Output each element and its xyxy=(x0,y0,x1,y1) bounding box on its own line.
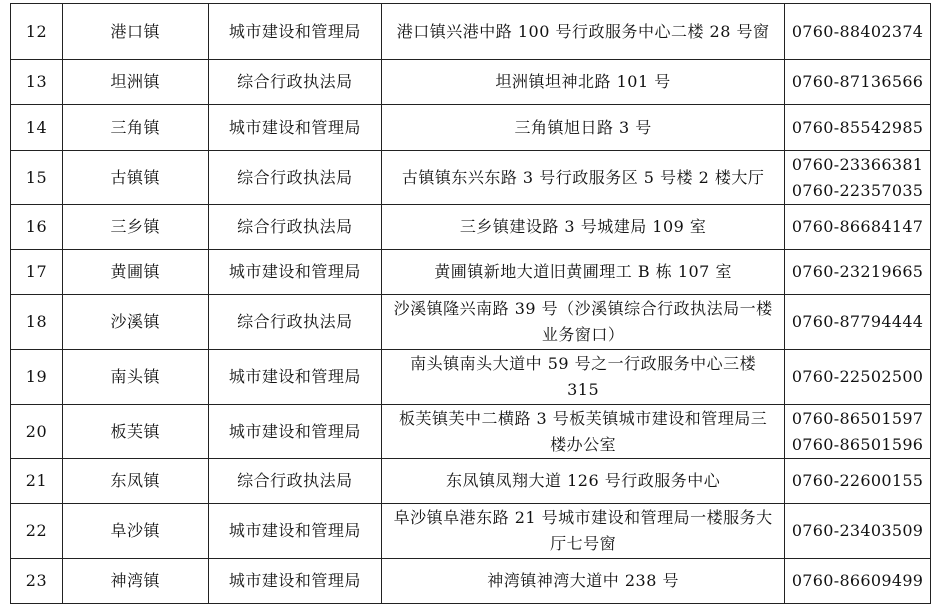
row-number: 14 xyxy=(11,105,63,151)
department-name: 城市建设和管理局 xyxy=(208,250,382,295)
address: 三乡镇建设路 3 号城建局 109 室 xyxy=(382,205,785,250)
phone-number: 0760-22600155 xyxy=(791,471,924,490)
address: 港口镇兴港中路 100 号行政服务中心二楼 28 号窗 xyxy=(382,4,785,60)
table-row xyxy=(11,459,931,504)
phone-cell xyxy=(785,105,931,151)
department-name: 城市建设和管理局 xyxy=(208,4,382,60)
row-number: 22 xyxy=(11,504,63,559)
address: 东凤镇凤翔大道 126 号行政服务中心 xyxy=(382,459,785,504)
phone-cell xyxy=(785,405,931,459)
table-row xyxy=(11,205,931,250)
department-name: 城市建设和管理局 xyxy=(208,105,382,151)
row-number: 18 xyxy=(11,295,63,350)
department-name: 综合行政执法局 xyxy=(208,60,382,105)
table-row xyxy=(11,559,931,604)
row-number: 12 xyxy=(11,4,63,60)
table-row xyxy=(11,405,931,459)
town-name: 坦洲镇 xyxy=(62,60,208,105)
department-name: 城市建设和管理局 xyxy=(208,405,382,459)
row-number: 21 xyxy=(11,459,63,504)
address: 南头镇南头大道中 59 号之一行政服务中心三楼 315 xyxy=(382,350,785,405)
department-name: 城市建设和管理局 xyxy=(208,559,382,604)
town-name: 三乡镇 xyxy=(62,205,208,250)
table-row xyxy=(11,151,931,205)
phone-number: 0760-22502500 xyxy=(791,367,924,386)
town-name: 三角镇 xyxy=(62,105,208,151)
department-name: 综合行政执法局 xyxy=(208,151,382,205)
address: 沙溪镇隆兴南路 39 号（沙溪镇综合行政执法局一楼业务窗口） xyxy=(382,295,785,350)
department-name: 城市建设和管理局 xyxy=(208,504,382,559)
table-row xyxy=(11,295,931,350)
phone-cell xyxy=(785,350,931,405)
phone-cell xyxy=(785,459,931,504)
address: 坦洲镇坦神北路 101 号 xyxy=(382,60,785,105)
phone-cell xyxy=(785,4,931,60)
row-number: 16 xyxy=(11,205,63,250)
phone-number: 0760-23403509 xyxy=(791,521,924,540)
phone-cell xyxy=(785,151,931,205)
table-row xyxy=(11,105,931,151)
address: 板芙镇芙中二横路 3 号板芙镇城市建设和管理局三楼办公室 xyxy=(382,405,785,459)
phone-number: 0760-88402374 xyxy=(791,21,924,41)
row-number: 17 xyxy=(11,250,63,295)
phone-cell xyxy=(785,295,931,350)
table-row xyxy=(11,4,931,60)
phone-number: 0760-23366381 xyxy=(791,154,924,174)
phone-number: 0760-86609499 xyxy=(791,571,924,590)
row-number: 23 xyxy=(11,559,63,604)
department-name: 城市建设和管理局 xyxy=(208,350,382,405)
town-name: 南头镇 xyxy=(62,350,208,405)
town-name: 板芙镇 xyxy=(62,405,208,459)
service-office-table xyxy=(10,3,931,604)
phone-number: 0760-87794444 xyxy=(791,312,924,331)
department-name: 综合行政执法局 xyxy=(208,295,382,350)
phone-number: 0760-86684147 xyxy=(791,217,924,236)
table-row xyxy=(11,350,931,405)
town-name: 港口镇 xyxy=(62,4,208,60)
phone-number: 0760-85542985 xyxy=(791,117,924,137)
phone-cell xyxy=(785,60,931,105)
phone-cell xyxy=(785,504,931,559)
town-name: 阜沙镇 xyxy=(62,504,208,559)
address: 阜沙镇阜港东路 21 号城市建设和管理局一楼服务大厅七号窗 xyxy=(382,504,785,559)
phone-cell xyxy=(785,250,931,295)
department-name: 综合行政执法局 xyxy=(208,205,382,250)
phone-cell xyxy=(785,205,931,250)
town-name: 古镇镇 xyxy=(62,151,208,205)
table-row xyxy=(11,250,931,295)
row-number: 20 xyxy=(11,405,63,459)
address: 神湾镇神湾大道中 238 号 xyxy=(382,559,785,604)
phone-cell xyxy=(785,559,931,604)
address: 三角镇旭日路 3 号 xyxy=(382,105,785,151)
table-row xyxy=(11,60,931,105)
row-number: 13 xyxy=(11,60,63,105)
town-name: 东凤镇 xyxy=(62,459,208,504)
department-name: 综合行政执法局 xyxy=(208,459,382,504)
phone-number: 0760-22357035 xyxy=(791,180,924,200)
row-number: 19 xyxy=(11,350,63,405)
row-number: 15 xyxy=(11,151,63,205)
phone-number: 0760-23219665 xyxy=(791,262,924,281)
phone-number: 0760-87136566 xyxy=(791,72,924,91)
town-name: 黄圃镇 xyxy=(62,250,208,295)
address: 黄圃镇新地大道旧黄圃理工 B 栋 107 室 xyxy=(382,250,785,295)
phone-number: 0760-86501596 xyxy=(791,434,924,454)
address: 古镇镇东兴东路 3 号行政服务区 5 号楼 2 楼大厅 xyxy=(382,151,785,205)
town-name: 神湾镇 xyxy=(62,559,208,604)
phone-number: 0760-86501597 xyxy=(791,408,924,428)
town-name: 沙溪镇 xyxy=(62,295,208,350)
table-body xyxy=(11,4,931,604)
table-row xyxy=(11,504,931,559)
